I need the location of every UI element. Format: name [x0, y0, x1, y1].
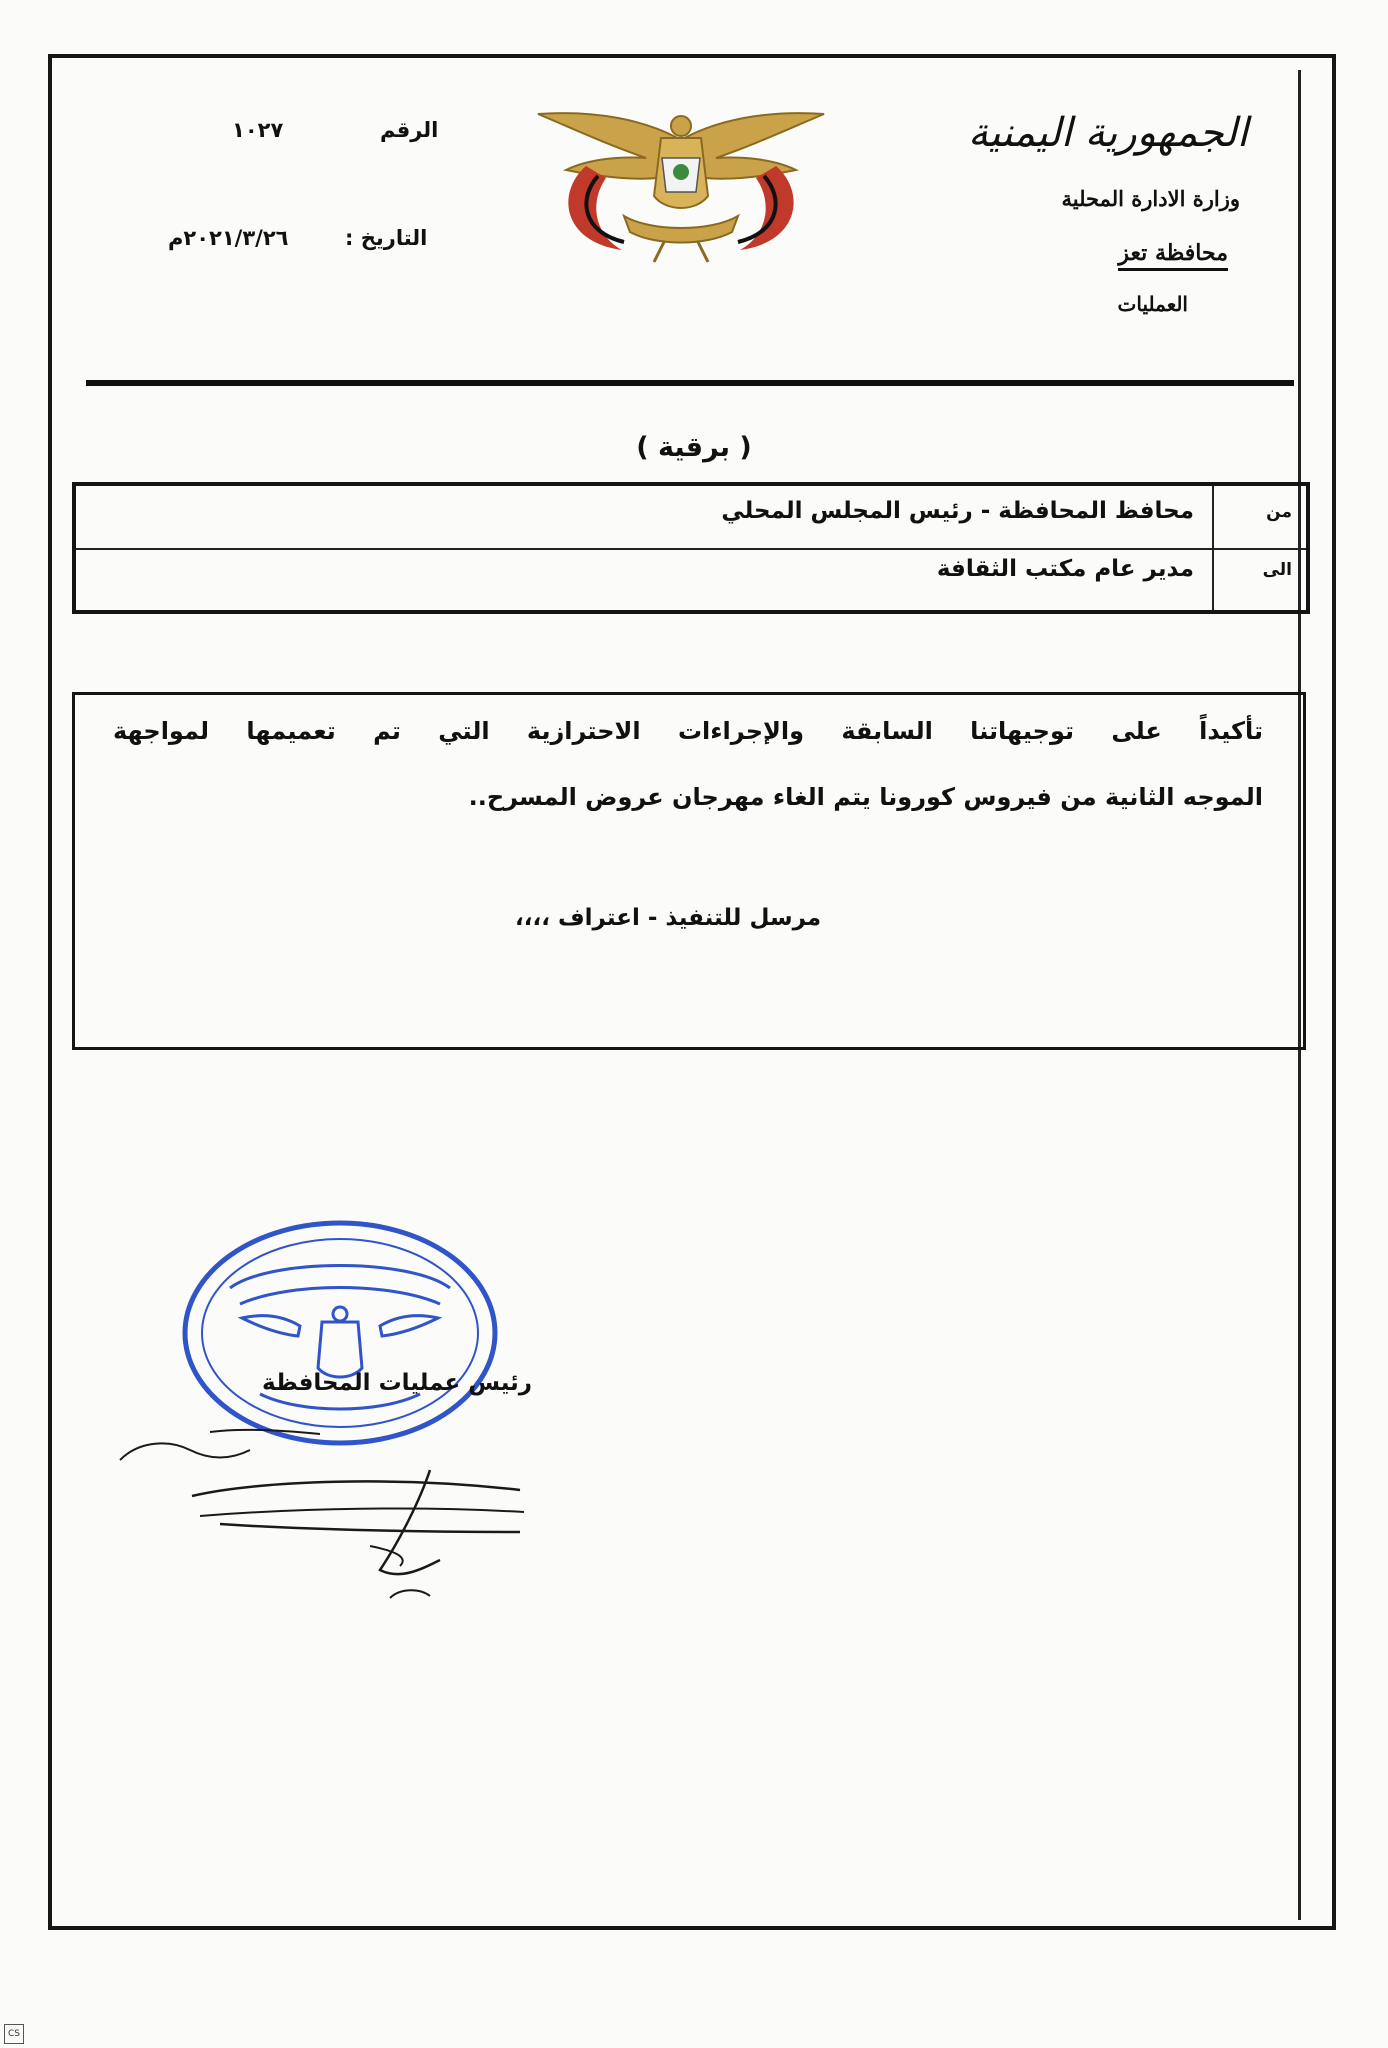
yemen-emblem-icon [536, 100, 826, 274]
ministry-heading: وزارة الادارة المحلية [1061, 186, 1240, 211]
body-line-1: تأكيداً على توجيهاتنا السابقة والإجراءات الاحترازية التي تم تعميمها لمواجهة [113, 717, 1263, 745]
date-value: ٢٠٢١/٣/٢٦م [168, 226, 289, 250]
camscanner-logo-icon: CS [4, 2024, 24, 2044]
republic-heading: الجمهورية اليمنية [967, 110, 1248, 156]
message-body-box [72, 692, 1306, 1050]
from-to-table [72, 482, 1310, 614]
to-value: مدير عام مكتب الثقافة [936, 556, 1194, 582]
governorate-heading: محافظة تعز [1118, 240, 1228, 271]
signer-title: رئيس عمليات المحافظة [262, 1370, 533, 1396]
from-value: محافظ المحافظة - رئيس المجلس المحلي [721, 498, 1194, 524]
closing-line: مرسل للتنفيذ - اعتراف ،،،، [515, 905, 822, 931]
number-value: ١٠٢٧ [232, 118, 284, 142]
to-label: الى [1262, 560, 1292, 580]
document-title: ( برقية ) [636, 432, 752, 463]
date-label: التاريخ : [345, 226, 428, 250]
header-rule [86, 380, 1294, 386]
number-label: الرقم [380, 118, 439, 142]
official-stamp-icon [180, 1218, 500, 1452]
department-heading: العمليات [1117, 292, 1188, 316]
from-label: من [1266, 502, 1292, 522]
body-line-2: الموجه الثانية من فيروس كورونا يتم الغاء مهرجان عروض المسرح.. [468, 783, 1263, 811]
signature-mark [100, 1420, 560, 1624]
table-row-divider [76, 548, 1306, 550]
